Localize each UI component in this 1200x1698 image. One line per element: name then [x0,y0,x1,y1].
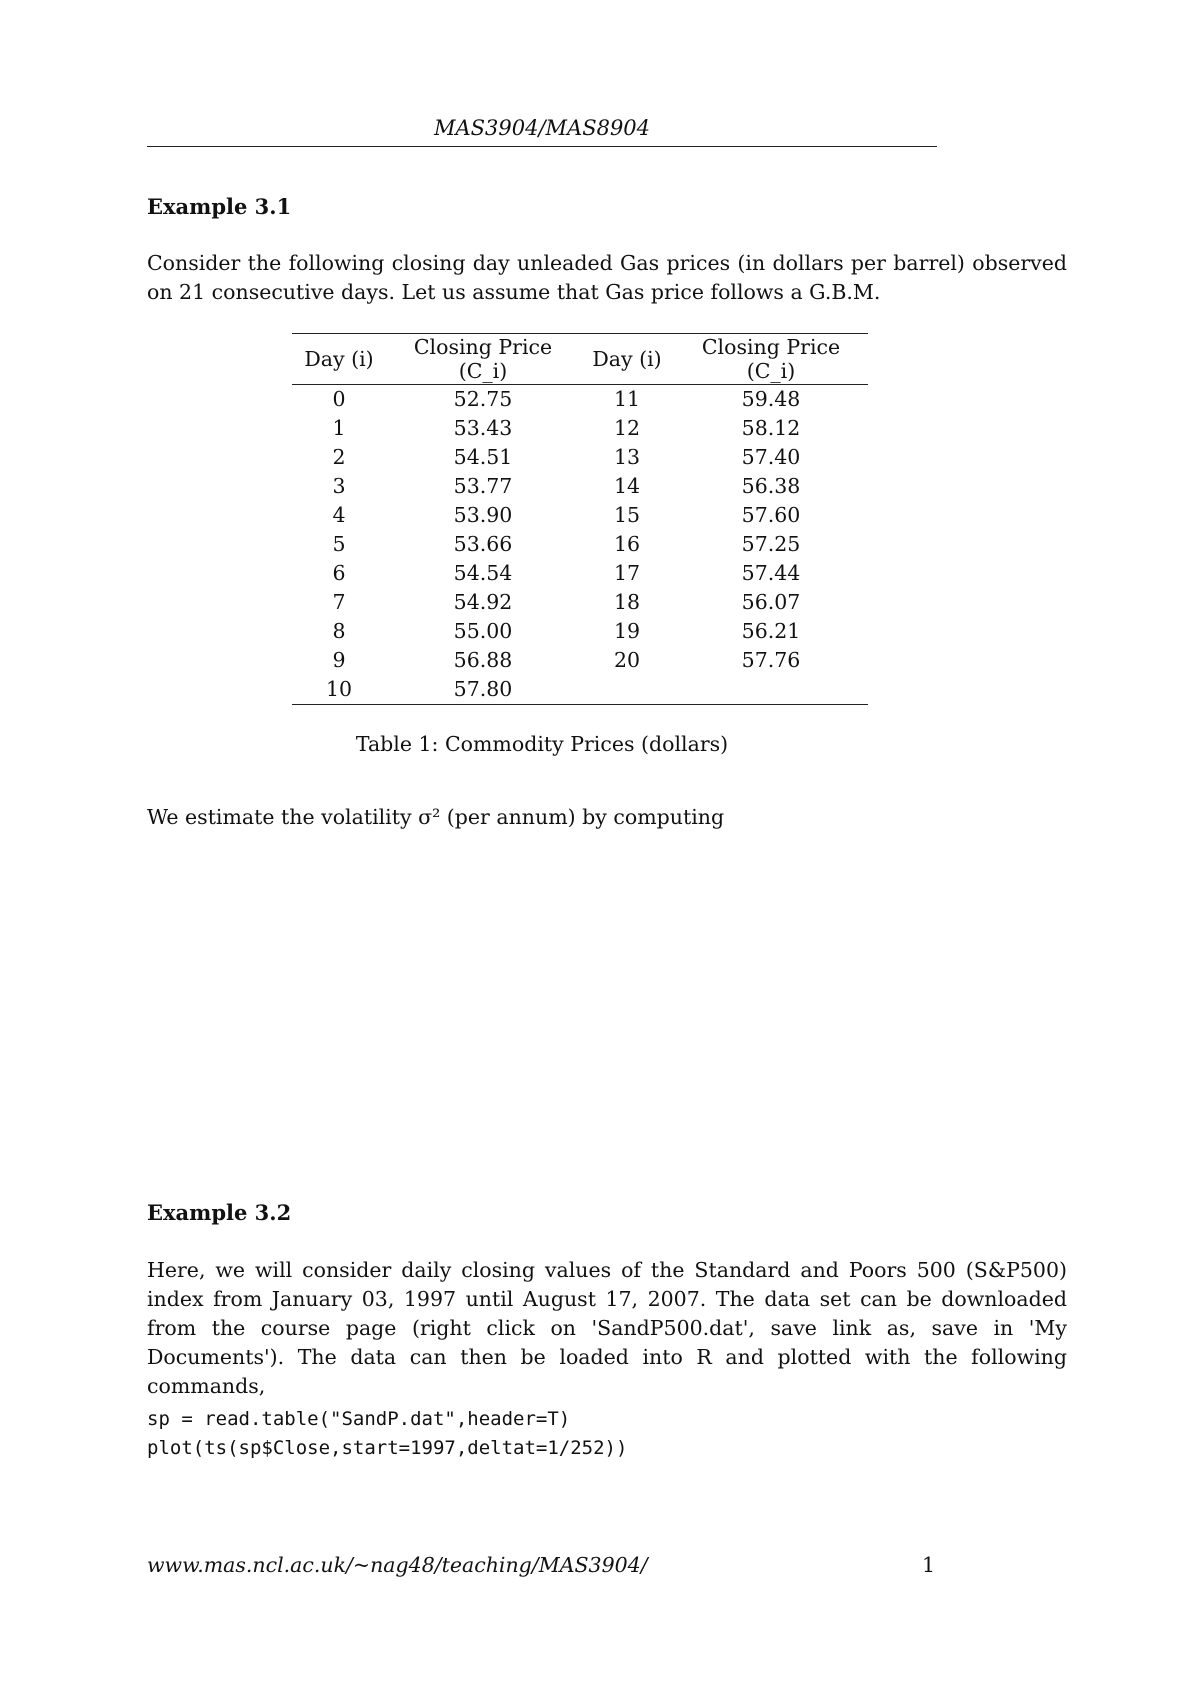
price-cell: 54.54 [453,561,513,585]
price-cell: 54.51 [453,445,513,469]
price-cell: 56.07 [741,590,801,614]
footer-url: www.mas.ncl.ac.uk/~nag48/teaching/MAS3904/ [147,1553,648,1577]
column-header: Day (i) [292,334,386,385]
volatility-sentence: We estimate the volatility σ² (per annum) by computing [147,805,725,829]
page-header: MAS3904/MAS8904 [147,116,937,147]
price-cell: 57.80 [453,677,513,701]
table-row [292,617,868,646]
price-cell: 58.12 [741,416,801,440]
price-cell: 59.48 [741,387,801,411]
table-row [292,472,868,501]
table-row [292,385,868,415]
price-cell: 56.38 [741,474,801,498]
price-cell: 57.40 [741,445,801,469]
day-cell: 0 [332,387,346,411]
day-cell: 8 [332,619,346,643]
price-cell: 56.88 [453,648,513,672]
example-3-1-intro: Consider the following closing day unleaded Gas prices (in dollars per barrel) observed on 21 consecutive days. Let us assume that Gas price follows a G.B.M. [147,251,1067,304]
price-cell: 56.21 [741,619,801,643]
price-cell: 53.43 [453,416,513,440]
day-cell: 6 [332,561,346,585]
price-cell [674,675,868,705]
price-cell: 53.66 [453,532,513,556]
day-cell: 13 [613,445,641,469]
day-cell: 3 [332,474,346,498]
column-header: Day (i) [580,334,674,385]
price-cell: 57.44 [741,561,801,585]
day-cell: 17 [613,561,641,585]
day-cell: 4 [332,503,346,527]
table-row [292,559,868,588]
table-header-row [292,334,868,385]
price-cell: 54.92 [453,590,513,614]
table-row [292,414,868,443]
day-cell: 1 [332,416,346,440]
day-cell: 5 [332,532,346,556]
table-row [292,530,868,559]
day-cell: 7 [332,590,346,614]
code-line: sp = read.table("SandP.dat",header=T) [147,1408,571,1430]
day-cell: 19 [613,619,641,643]
price-cell: 53.77 [453,474,513,498]
day-cell: 15 [613,503,641,527]
price-cell: 57.25 [741,532,801,556]
day-cell: 10 [325,677,353,701]
table-row [292,588,868,617]
price-cell: 55.00 [453,619,513,643]
table-row [292,675,868,705]
day-cell: 16 [613,532,641,556]
price-cell: 57.60 [741,503,801,527]
day-cell: 18 [613,590,641,614]
column-header: Closing Price (C_i) [674,334,868,385]
day-cell: 11 [613,387,641,411]
day-cell: 12 [613,416,641,440]
column-header: Closing Price (C_i) [386,334,580,385]
price-cell: 52.75 [453,387,513,411]
table-row [292,443,868,472]
table-row [292,646,868,675]
day-cell [580,675,674,705]
day-cell: 20 [613,648,641,672]
day-cell: 2 [332,445,346,469]
table-body [292,385,868,705]
price-cell: 53.90 [453,503,513,527]
page-number: 1 [922,1553,936,1577]
price-cell: 57.76 [741,648,801,672]
example-3-1-heading: Example 3.1 [147,194,292,219]
table-caption: Table 1: Commodity Prices (dollars) [355,732,729,756]
commodity-price-table [292,333,868,705]
code-line: plot(ts(sp$Close,start=1997,deltat=1/252)) [147,1437,628,1459]
day-cell: 9 [332,648,346,672]
r-code-block [147,1405,627,1463]
example-3-2-heading: Example 3.2 [147,1200,292,1225]
example-3-2-body: Here, we will consider daily closing values of the Standard and Poors 500 (S&P500) index from January 03, 1997 until August 17, 2007. The data set can be downloaded from the course page (right click on 'SandP500.dat', save link as, save in 'My Documents'). The data can then be loaded into R and plotted with the following commands, [147,1258,1067,1398]
day-cell: 14 [613,474,641,498]
table-row [292,501,868,530]
